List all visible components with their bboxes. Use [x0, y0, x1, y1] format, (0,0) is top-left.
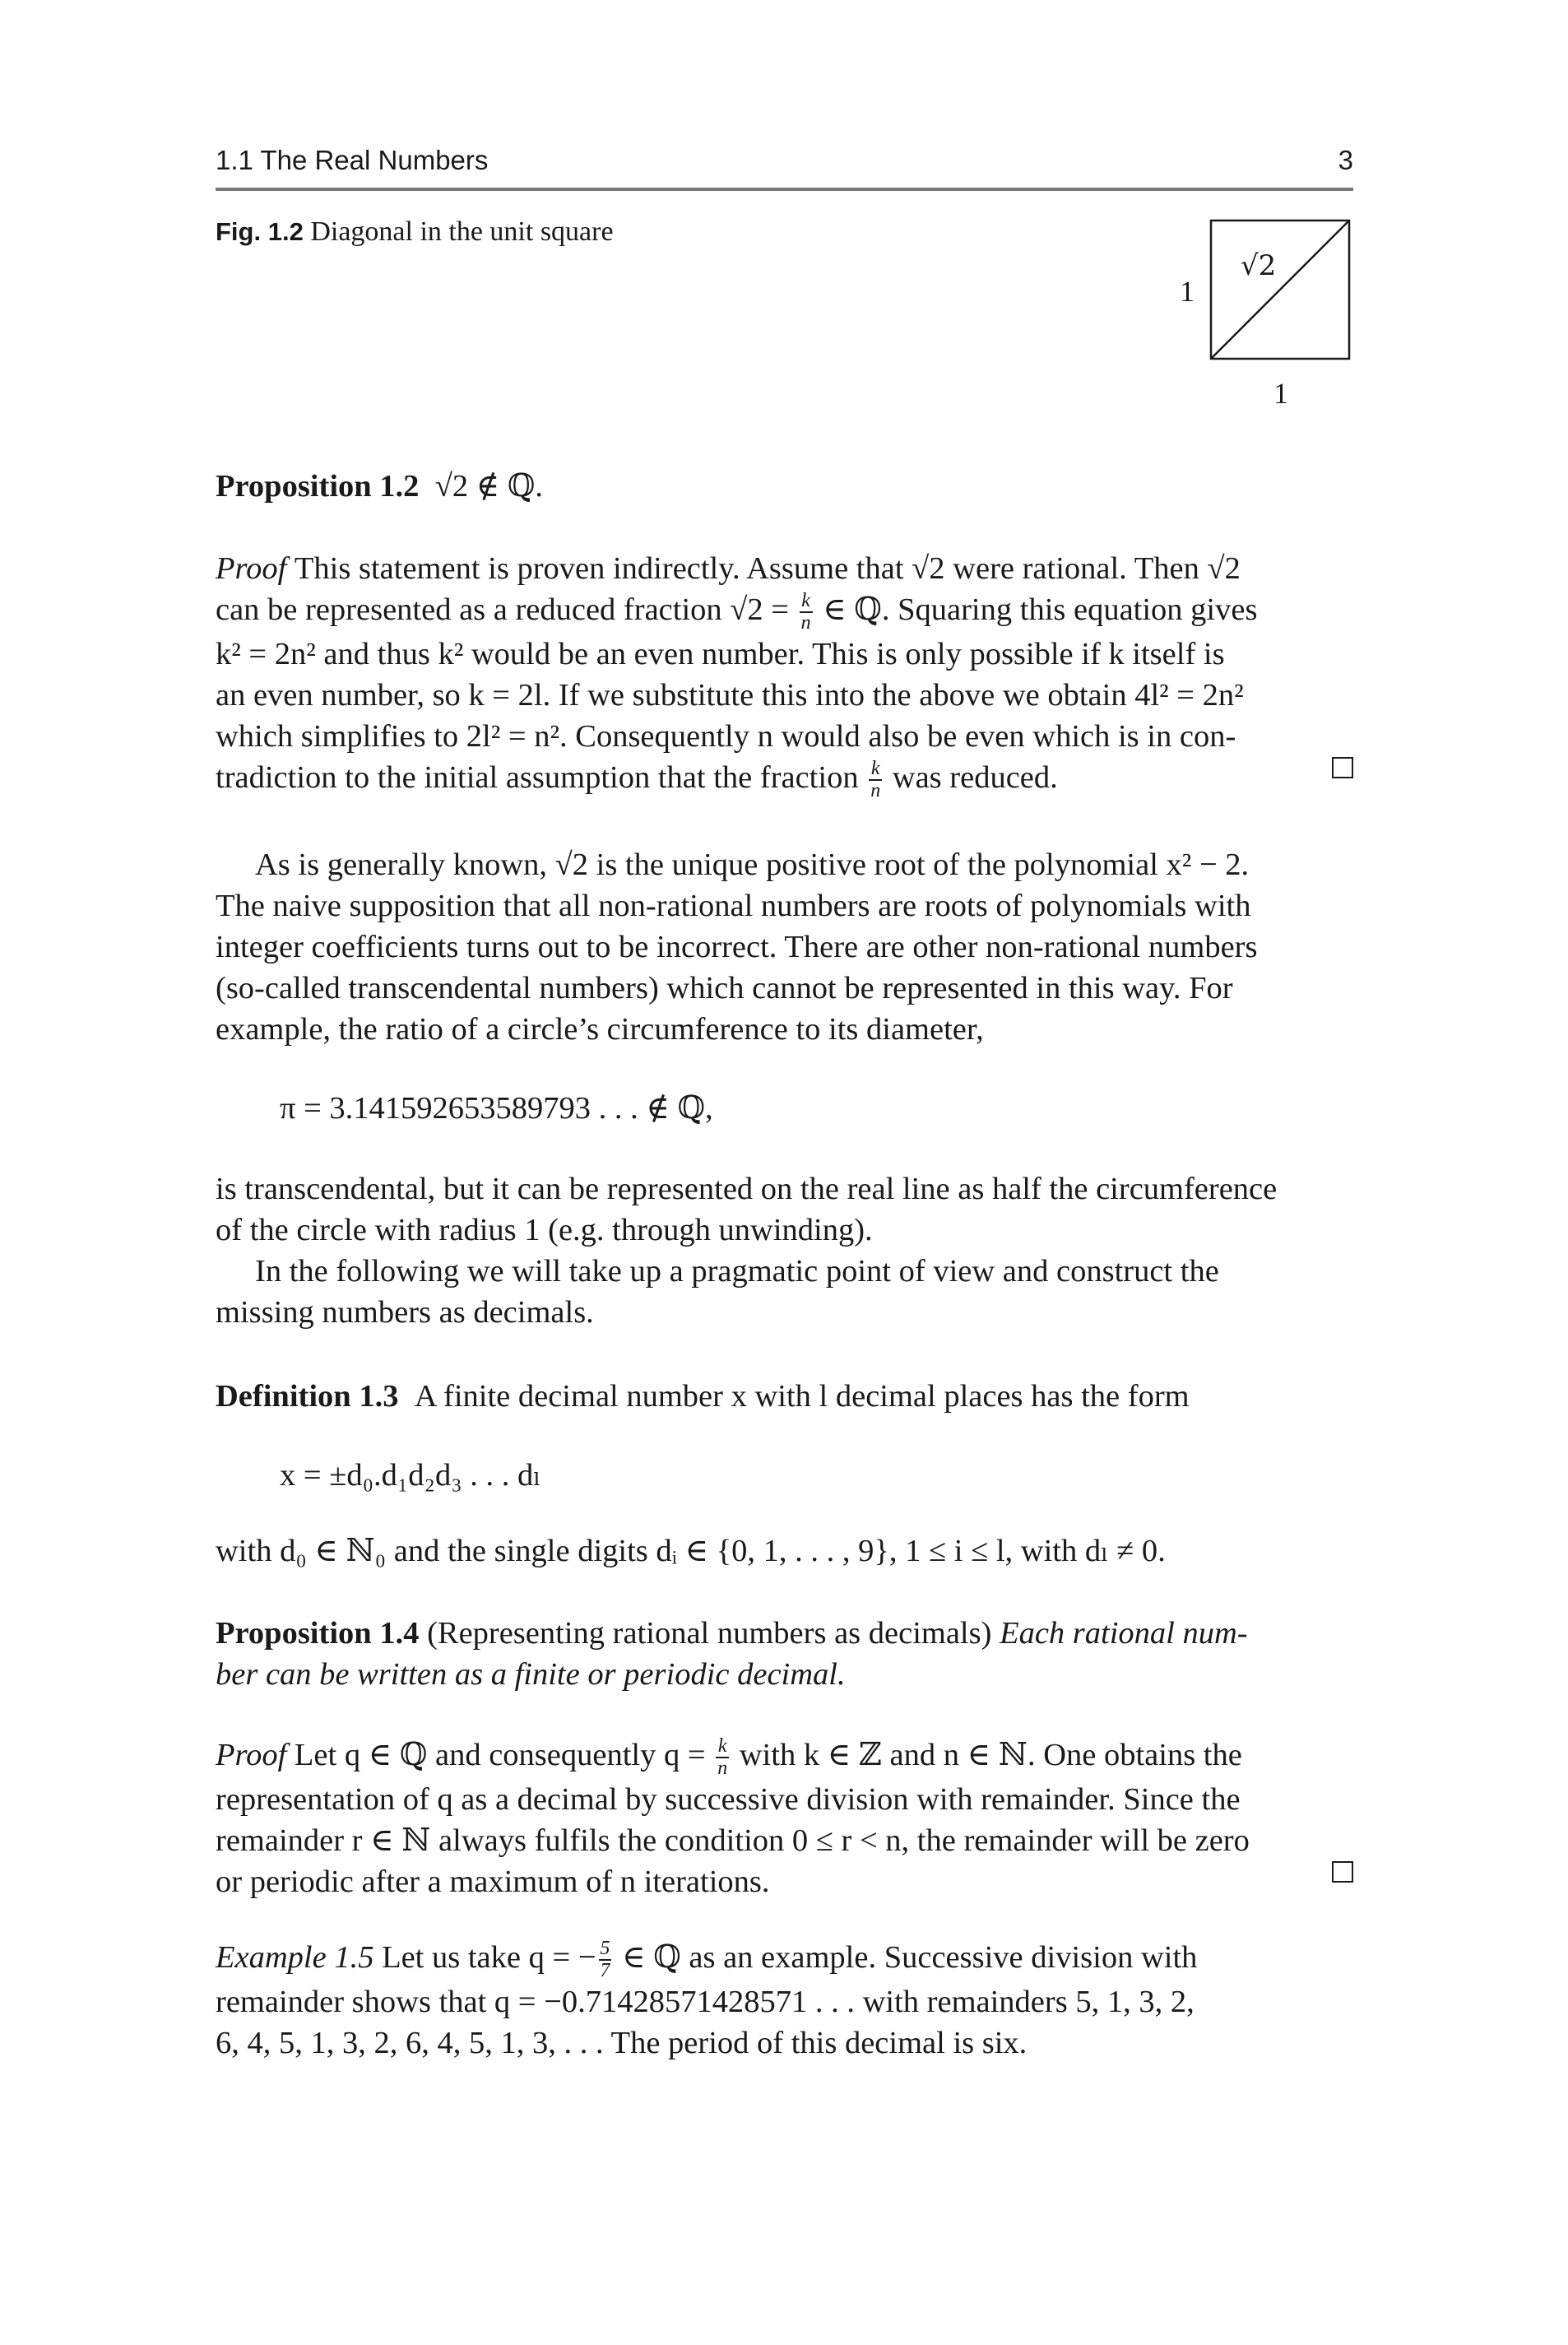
fraction-numerator: 5	[599, 1939, 612, 1961]
example-line	[216, 1981, 1353, 2022]
fraction-k-over-n	[869, 759, 882, 801]
fraction-denominator: n	[870, 780, 881, 802]
proposition-label: Proposition 1.4	[216, 1616, 420, 1651]
proposition-text: Each rational num-	[1000, 1616, 1248, 1651]
proof-text: ∈ ℚ. Squaring this equation gives	[814, 592, 1258, 627]
proof-line	[216, 589, 1353, 634]
proof-line	[216, 1820, 1353, 1861]
display-decimal-form: x = ±d₀.d₁d₂d₃ . . . dₗ	[280, 1458, 541, 1493]
paragraph-text: The naive supposition that all non-rational numbers are roots of polynomials with	[216, 889, 1251, 923]
paragraph-line	[216, 1251, 1353, 1292]
example-text: ∈ ℚ as an example. Successive division with	[614, 1940, 1198, 1975]
paragraph-text: In the following we will take up a pragmatic point of view and construct the	[255, 1254, 1219, 1289]
diagonal-length-label: √2	[1241, 249, 1277, 282]
proof-text: which simplifies to 2l² = n². Consequently n would also be even which is in con-	[216, 719, 1236, 755]
qed-square-icon	[1332, 757, 1353, 778]
paragraph-text: (so-called transcendental numbers) which cannot be represented in this way. For	[216, 971, 1233, 1005]
proof-line	[216, 548, 1353, 589]
paragraph-text: of the circle with radius 1 (e.g. through unwinding).	[216, 1213, 873, 1247]
page-number: 3	[1338, 145, 1353, 175]
definition-label: Definition 1.3	[216, 1379, 399, 1414]
proposition-1-4	[216, 1613, 1353, 1695]
example-line	[216, 1937, 1353, 1981]
example-text: remainder shows that q = −0.71428571428571 . . . with remainders 5, 1, 3, 2,	[216, 1985, 1195, 2020]
paragraph-transcendental	[216, 844, 1353, 1050]
figure-caption-text: Diagonal in the unit square	[310, 216, 614, 247]
proposition-title: (Representing rational numbers as decimals)	[427, 1616, 992, 1651]
paragraph-text: missing numbers as decimals.	[216, 1295, 594, 1330]
proof-line	[216, 757, 1353, 801]
definition-tail	[216, 1530, 1353, 1572]
proposition-text: ber can be written as a finite or periodic decimal.	[216, 1657, 846, 1692]
proposition-line	[216, 1613, 1353, 1654]
fraction-k-over-n	[800, 591, 813, 634]
proposition-1-2	[216, 466, 1353, 507]
fraction-denominator: n	[800, 612, 811, 634]
running-head	[216, 145, 1353, 183]
proof-text: was reduced.	[884, 760, 1058, 796]
display-pi: π = 3.141592653589793 . . . ∉ ℚ,	[280, 1091, 713, 1126]
paragraph-text: is transcendental, but it can be represented on the real line as half the circumference	[216, 1172, 1278, 1206]
proof-text: tradiction to the initial assumption that the fraction	[216, 760, 867, 796]
paragraph-text: integer coefficients turns out to be incorrect. There are other non-rational numbers	[216, 930, 1258, 964]
diagonal-line	[1211, 221, 1349, 359]
paragraph-decimals	[216, 1168, 1353, 1333]
definition-1-3	[216, 1376, 1353, 1417]
paragraph-text: As is generally known, √2 is the unique positive root of the polynomial x² − 2.	[255, 847, 1250, 882]
header-rule	[216, 188, 1353, 191]
fraction-denominator: n	[717, 1758, 728, 1780]
bottom-length-label: 1	[1273, 377, 1288, 410]
paragraph-line	[216, 844, 1353, 885]
proof-1	[216, 548, 1353, 801]
fraction-numerator: k	[716, 1736, 729, 1758]
proof-text: Let q ∈ ℚ and consequently q =	[294, 1738, 714, 1772]
proof-text: or periodic after a maximum of n iterations.	[216, 1864, 770, 1900]
proof-label: Proof	[216, 551, 287, 586]
unit-square-svg	[1152, 206, 1366, 411]
paragraph-text: example, the ratio of a circle’s circumference to its diameter,	[216, 1012, 984, 1047]
paragraph-line	[216, 1168, 1353, 1210]
example-1-5	[216, 1937, 1353, 2064]
proof-line	[216, 1779, 1353, 1820]
fraction-numerator: k	[869, 759, 882, 781]
proof-line	[216, 634, 1353, 675]
paragraph-line	[216, 1292, 1353, 1333]
side-length-label: 1	[1180, 275, 1195, 308]
proposition-line	[216, 1654, 1353, 1695]
proof-line	[216, 1734, 1353, 1779]
proof-text: an even number, so k = 2l. If we substitute this into the above we obtain 4l² = 2n²	[216, 678, 1244, 713]
proof-text: k² = 2n² and thus k² would be an even number. This is only possible if k itself is	[216, 637, 1225, 672]
proof-text: with k ∈ ℤ and n ∈ ℕ. One obtains the	[731, 1738, 1242, 1772]
definition-tail-text: with d₀ ∈ ℕ₀ and the single digits dᵢ ∈ {0, 1, . . . , 9}, 1 ≤ i ≤ l, with dₗ ≠ 0.	[216, 1534, 1166, 1568]
proposition-statement: √2 ∉ ℚ.	[434, 469, 543, 504]
qed-square-icon	[1332, 1861, 1353, 1883]
proof-text: can be represented as a reduced fraction √2 =	[216, 592, 797, 627]
proposition-label: Proposition 1.2	[216, 469, 420, 504]
proof-label: Proof	[216, 1738, 287, 1772]
unit-square-figure	[1152, 206, 1366, 411]
section-title: 1.1 The Real Numbers	[216, 145, 489, 175]
paragraph-line	[216, 1009, 1353, 1050]
paragraph-line	[216, 968, 1353, 1009]
fraction-k-over-n	[716, 1736, 729, 1779]
paragraph-line	[216, 926, 1353, 968]
proof-line	[216, 1861, 1353, 1902]
paragraph-line	[216, 1210, 1353, 1251]
proof-line	[216, 716, 1353, 757]
example-label: Example 1.5	[216, 1940, 374, 1975]
paragraph-line	[216, 885, 1353, 926]
example-text: Let us take q = −	[382, 1940, 596, 1975]
figure-label: Fig. 1.2	[216, 217, 304, 246]
fraction-numerator: k	[800, 591, 813, 613]
proof-line	[216, 675, 1353, 716]
figure-caption	[216, 214, 643, 250]
definition-text: A finite decimal number x with l decimal places has the form	[414, 1379, 1190, 1414]
example-line	[216, 2022, 1353, 2064]
proof-text: This statement is proven indirectly. Assume that √2 were rational. Then √2	[294, 551, 1241, 586]
proof-2	[216, 1734, 1353, 1902]
proof-text: representation of q as a decimal by successive division with remainder. Since the	[216, 1782, 1241, 1818]
fraction-5-over-7	[599, 1939, 612, 1981]
proof-text: remainder r ∈ ℕ always fulfils the condition 0 ≤ r < n, the remainder will be zero	[216, 1823, 1250, 1859]
fraction-denominator: 7	[600, 1960, 610, 1982]
example-text: 6, 4, 5, 1, 3, 2, 6, 4, 5, 1, 3, . . . The period of this decimal is six.	[216, 2026, 1028, 2061]
